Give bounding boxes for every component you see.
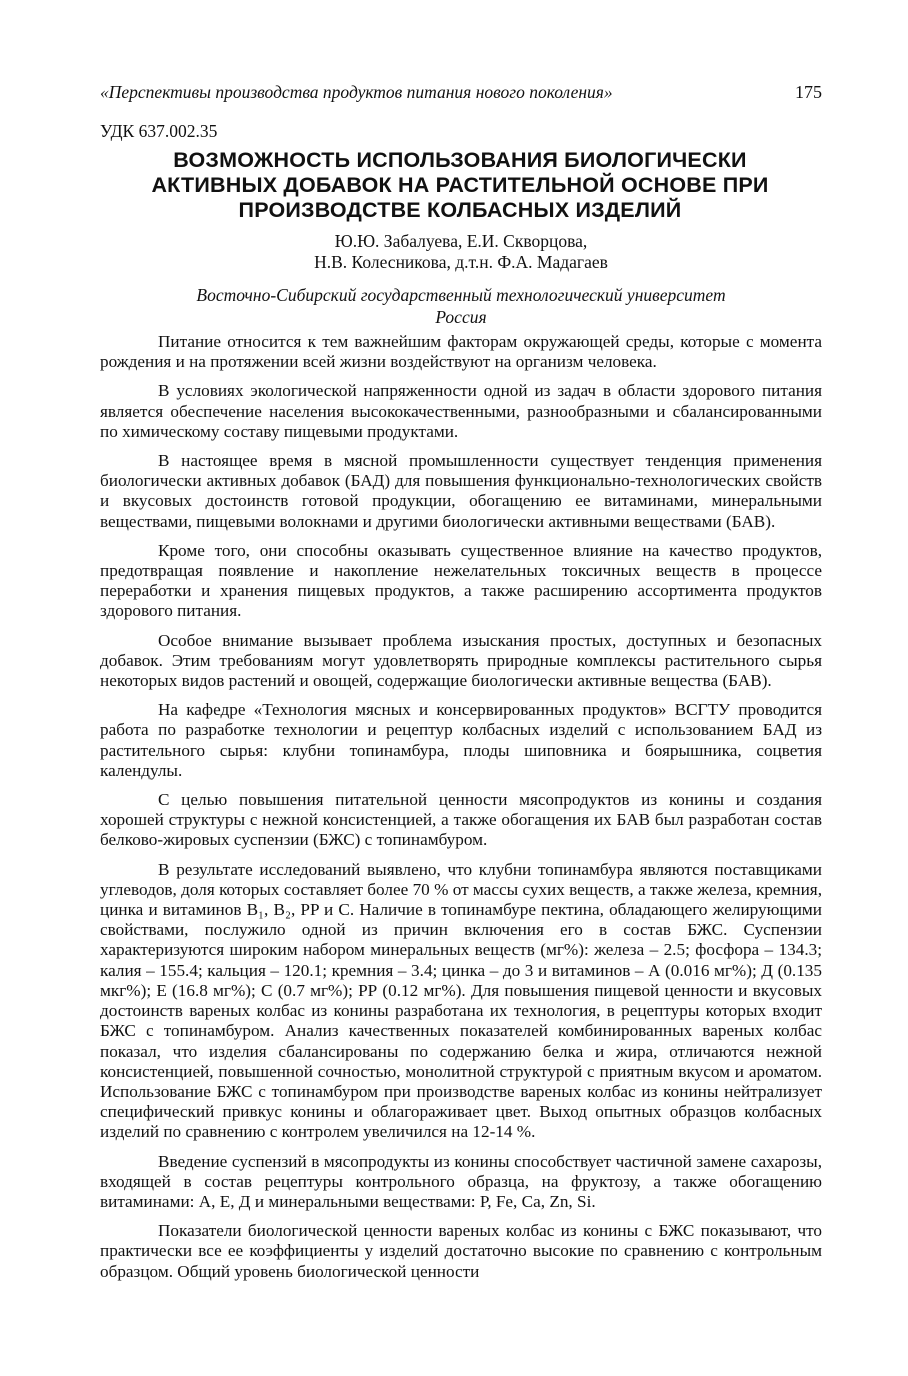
body-paragraph: Особое внимание вызывает проблема изыскания простых, доступных и безопасных добавок. Этим требованиям могут удовлетворять природные комплексы растительного сырья некоторых видов растений и овощей, содержащие биологически активные вещества (БАВ).: [100, 630, 822, 691]
affiliation-country: Россия: [435, 307, 487, 327]
page-number: 175: [795, 82, 822, 102]
article-body: [100, 332, 822, 1291]
running-header: [100, 82, 822, 108]
body-paragraph: В настоящее время в мясной промышленности существует тенденция применения биологически активных добавок (БАД) для повышения функционально-технологических свойств и вкусовых достоинств готовой продукции, обогащению ее витаминами, минеральными веществами, пищевыми волокнами и другими биологически активными веществами (БАВ).: [100, 451, 822, 531]
authors-line: Ю.Ю. Забалуева, Е.И. Скворцова,: [334, 231, 588, 251]
authors: [100, 231, 822, 273]
udk-code: УДК 637.002.35: [100, 121, 218, 141]
running-title: «Перспективы производства продуктов питания нового поколения»: [100, 82, 613, 102]
body-paragraph: В условиях экологической напряженности одной из задач в области здорового питания является обеспечение населения высококачественными, разнообразными и сбалансированными по химическому составу пищевыми продуктами.: [100, 381, 822, 441]
body-paragraph: Питание относится к тем важнейшим факторам окружающей среды, которые с момента рождения и на протяжении всей жизни воздействуют на организм человека.: [100, 332, 822, 372]
body-paragraph: Показатели биологической ценности вареных колбас из конины с БЖС показывают, что практически все ее коэффициенты у изделий достаточно высокие по сравнению с контрольным образцом. Общий уровень биологической ценности: [100, 1221, 822, 1281]
body-paragraph: Введение суспензий в мясопродукты из конины способствует частичной замене сахарозы, входящей в состав рецептуры контрольного образца, на фруктозу, а также обогащению витаминами: А, Е, Д и минеральными веществами: Р, Fe, Ca, Zn, Si.: [100, 1151, 822, 1211]
body-paragraph: На кафедре «Технология мясных и консервированных продуктов» ВСГТУ проводится работа по разработке технологии и рецептур колбасных изделий с использованием БАД из растительного сырья: клубни топинамбура, плоды шиповника и боярышника, соцветия календулы.: [100, 700, 822, 780]
affiliation-university: Восточно-Сибирский государственный технологический университет: [196, 285, 726, 305]
article-title: [90, 148, 830, 223]
title-line: ВОЗМОЖНОСТЬ ИСПОЛЬЗОВАНИЯ БИОЛОГИЧЕСКИ: [173, 148, 747, 172]
body-paragraph: В результате исследований выявлено, что клубни топинамбура являются поставщиками углеводов, доля которых составляет более 70 % от массы сухих веществ, а также железа, кремния, цинка и витаминов B₁, B₂, PP и C. Наличие в топинамбуре пектина, обладающего желирующими свойствами, послужило одной из причин включения его в состав БЖС. Суспензии характеризуются широким набором минеральных веществ (мг%): железа – 2.5; фосфора – 134.3; калия – 155.4; кальция – 120.1; кремния – 3.4; цинка – до 3 и витаминов – А (0.016 мг%); Д (0.135 мкг%); Е (16.8 мг%); С (0.7 мг%); РР (0.12 мг%). Для повышения пищевой ценности и вкусовых достоинств вареных колбас из конины разработана их технология, в рецептуры которых входит БЖС с топинамбуром. Анализ качественных показателей комбинированных вареных колбас показал, что изделия сбалансированы по содержанию белка и жира, отличаются нежной консистенцией, повышенной сочностью, монолитной структурой с приятным вкусом и ароматом. Использование БЖС с топинамбуром при производстве вареных колбас из конины нейтрализует специфический привкус конины и облагораживает цвет. Выход опытных образцов колбасных изделий по сравнению с контролем увеличился на 12-14 %.: [100, 859, 822, 1142]
body-paragraph: Кроме того, они способны оказывать существенное влияние на качество продуктов, предотвращая появление и накопление нежелательных токсичных веществ в процессе переработки и хранения пищевых продуктов, а также расширению ассортимента продуктов здорового питания.: [100, 540, 822, 621]
title-line: АКТИВНЫХ ДОБАВОК НА РАСТИТЕЛЬНОЙ ОСНОВЕ ПРИ: [151, 173, 769, 197]
authors-line: Н.В. Колесникова, д.т.н. Ф.А. Мадагаев: [314, 252, 608, 272]
title-line: ПРОИЗВОДСТВЕ КОЛБАСНЫХ ИЗДЕЛИЙ: [238, 198, 682, 222]
affiliation: [100, 284, 822, 328]
body-paragraph: С целью повышения питательной ценности мясопродуктов из конины и создания хорошей структуры с нежной консистенцией, а также обогащения их БАВ был разработан состав белково-жировых суспензии (БЖС) с топинамбуром.: [100, 790, 822, 850]
